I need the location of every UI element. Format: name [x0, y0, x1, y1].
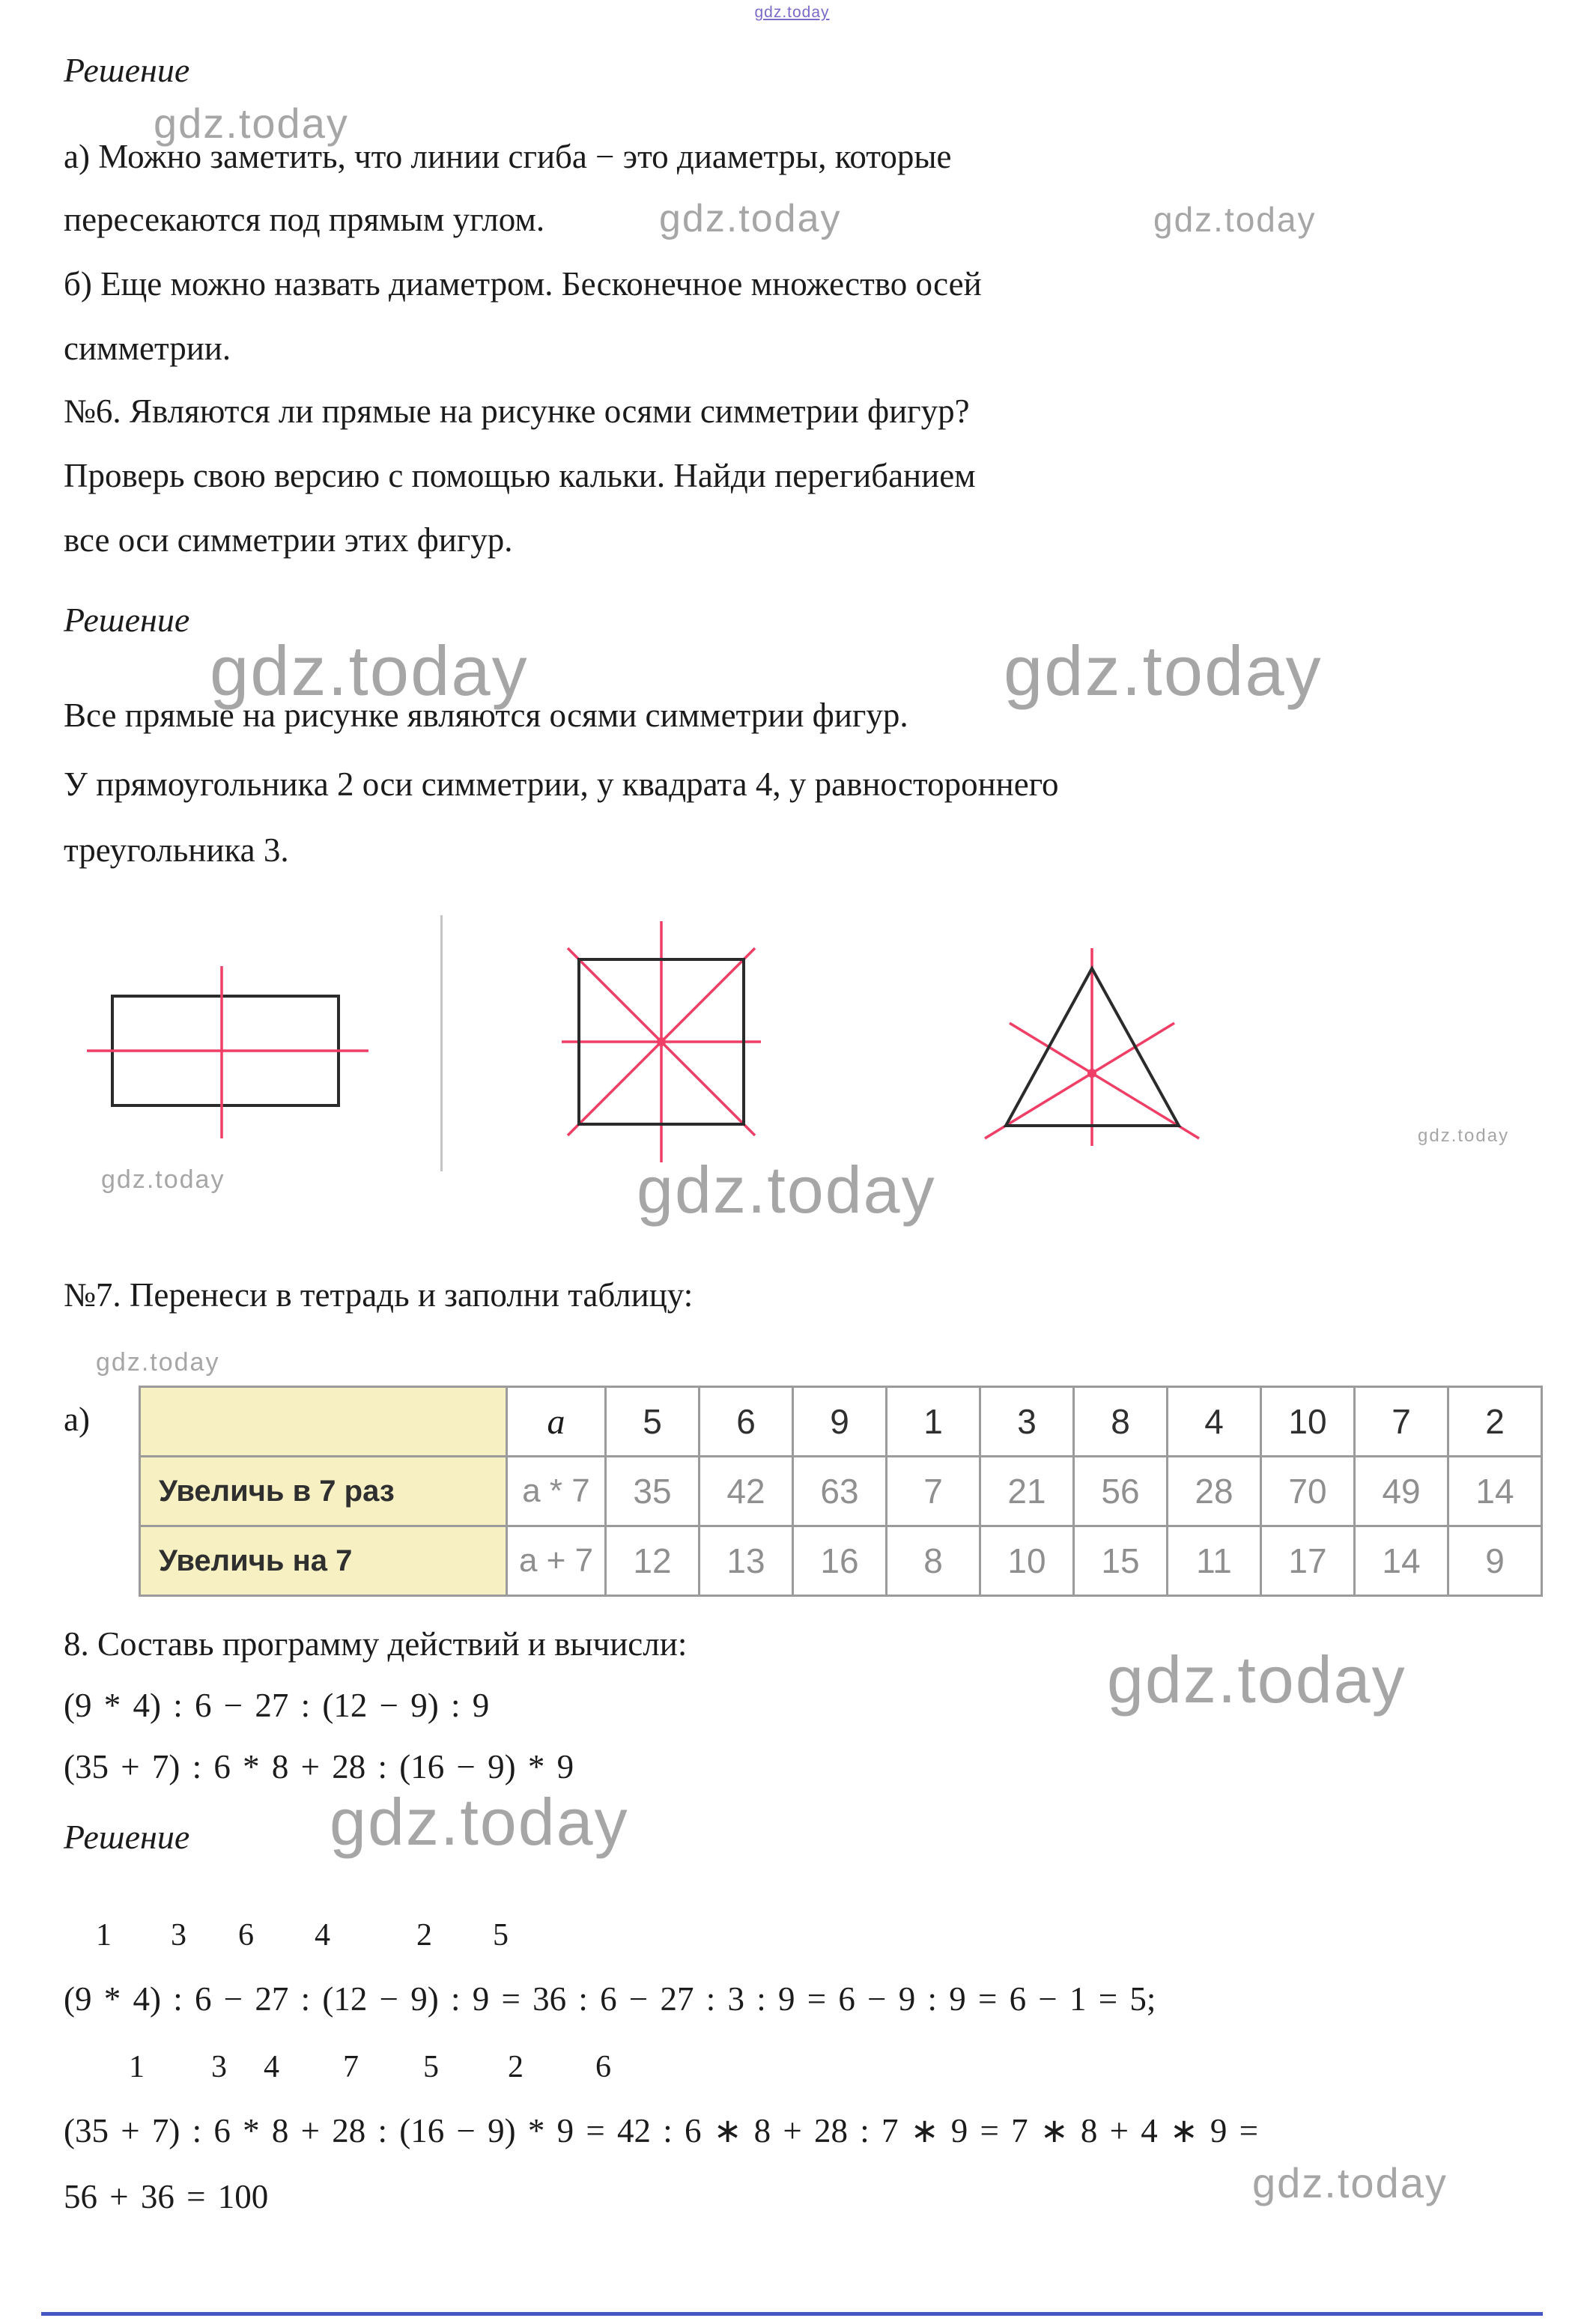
table-cell: 6: [700, 1387, 793, 1457]
task6-line1: №6. Являются ли прямые на рисунке осями симметрии фигур?: [64, 392, 970, 430]
table-row-label: Увеличь на 7: [140, 1526, 507, 1596]
table-cell: 8: [1074, 1387, 1168, 1457]
table-cell: 15: [1074, 1526, 1168, 1596]
task6-sol-line1: Все прямые на рисунке являются осями симметрии фигур.: [64, 697, 908, 734]
solution-heading-6: Решение: [64, 601, 190, 639]
center-dot: [1087, 1069, 1096, 1078]
op-order-number: 4: [264, 2050, 279, 2084]
slanted-axis-line-1: [985, 1023, 1174, 1138]
table-cell: 9: [793, 1387, 887, 1457]
watermark-6: gdz.today: [101, 1165, 225, 1194]
table-cell: 28: [1168, 1457, 1261, 1526]
task8-calc2: (35 + 7) : 6 * 8 + 28 : (16 − 9) * 9 = 42 : 6 ∗ 8 + 28 : 7 ∗ 9 = 7 ∗ 8 + 4 ∗ 9 =: [64, 2112, 1259, 2149]
table-cell-variable: а: [507, 1387, 606, 1457]
task8-calc1: (9 * 4) : 6 − 27 : (12 − 9) : 9 = 36 : 6 − 27 : 3 : 9 = 6 − 9 : 9 = 6 − 1 = 5;: [64, 1980, 1156, 2018]
watermark-4: gdz.today: [210, 631, 529, 710]
slanted-axis-line-2: [1010, 1023, 1199, 1138]
table-cell: 49: [1355, 1457, 1448, 1526]
op-order-number: 2: [416, 1918, 432, 1953]
table-row-multiply: [140, 1457, 1542, 1526]
task8-calc3: 56 + 36 = 100: [64, 2178, 269, 2215]
top-watermark-link[interactable]: gdz.today: [754, 4, 830, 21]
figure-separator-line: [440, 915, 443, 1171]
table-cell: 5: [606, 1387, 700, 1457]
task8-line1: 8. Составь программу действий и вычисли:: [64, 1625, 688, 1663]
op-order-number: 7: [343, 2050, 359, 2084]
solution5-line-a2: пересекаются под прямым углом.: [64, 201, 545, 238]
table-cell-corner: [140, 1387, 507, 1457]
table-cell: 21: [980, 1457, 1074, 1526]
task6-sol-line2: У прямоугольника 2 оси симметрии, у квадрата 4, у равностороннего: [64, 765, 1059, 803]
triangle-figure: [972, 927, 1224, 1152]
table-cell: 3: [980, 1387, 1074, 1457]
op-order-number: 6: [595, 2050, 611, 2084]
op-order-number: 3: [211, 2050, 227, 2084]
table-cell: 14: [1355, 1526, 1448, 1596]
table-cell: 2: [1448, 1387, 1542, 1457]
solution5-line-b2: симметрии.: [64, 330, 231, 367]
table-cell: 4: [1168, 1387, 1261, 1457]
watermark-10: gdz.today: [1107, 1642, 1407, 1717]
table-cell: 10: [980, 1526, 1074, 1596]
rectangle-figure: [66, 950, 388, 1152]
watermark-1: gdz.today: [154, 100, 349, 147]
table-cell: 14: [1448, 1457, 1542, 1526]
task7-table: [139, 1386, 1543, 1597]
table-cell: 7: [887, 1457, 980, 1526]
watermark-7: gdz.today: [637, 1153, 936, 1227]
op-order-number: 2: [508, 2050, 524, 2084]
bottom-divider-line: [41, 2312, 1543, 2316]
task8-expr2: (35 + 7) : 6 * 8 + 28 : (16 − 9) * 9: [64, 1748, 574, 1786]
table-cell: 11: [1168, 1526, 1261, 1596]
table-cell: 56: [1074, 1457, 1168, 1526]
table-row-label: Увеличь в 7 раз: [140, 1457, 507, 1526]
watermark-2: gdz.today: [659, 197, 842, 240]
table-cell: 8: [887, 1526, 980, 1596]
solution5-line-a1: а) Можно заметить, что линии сгиба − это диаметры, которые: [64, 138, 952, 175]
table-cell: 13: [700, 1526, 793, 1596]
table-row-formula: а * 7: [507, 1457, 606, 1526]
square-figure: [545, 918, 777, 1165]
table-cell: 1: [887, 1387, 980, 1457]
task7-table-label: а): [64, 1401, 90, 1438]
table-row-formula: а + 7: [507, 1526, 606, 1596]
table-header-row: [140, 1387, 1542, 1457]
watermark-3: gdz.today: [1153, 200, 1317, 239]
watermark-12: gdz.today: [1252, 2159, 1448, 2206]
op-order-number: 1: [96, 1918, 112, 1953]
table-cell: 10: [1261, 1387, 1355, 1457]
task6-sol-line3: треугольника 3.: [64, 831, 289, 869]
op-order-number: 1: [129, 2050, 145, 2084]
task6-line2: Проверь свою версию с помощью кальки. Найди перегибанием: [64, 457, 976, 494]
table-cell: 70: [1261, 1457, 1355, 1526]
table-cell: 7: [1355, 1387, 1448, 1457]
watermark-9: gdz.today: [96, 1348, 220, 1377]
solution5-line-b1: б) Еще можно назвать диаметром. Бесконечное множество осей: [64, 265, 982, 303]
table-cell: 16: [793, 1526, 887, 1596]
table-cell: 12: [606, 1526, 700, 1596]
table-row-add: [140, 1526, 1542, 1596]
table-cell: 17: [1261, 1526, 1355, 1596]
watermark-11: gdz.today: [330, 1785, 629, 1859]
table-cell: 63: [793, 1457, 887, 1526]
watermark-5: gdz.today: [1004, 631, 1323, 710]
op-order-number: 3: [171, 1918, 186, 1953]
solution-heading-8: Решение: [64, 1818, 190, 1856]
task8-expr1: (9 * 4) : 6 − 27 : (12 − 9) : 9: [64, 1687, 490, 1724]
watermark-8: gdz.today: [1418, 1126, 1510, 1146]
op-order-number: 6: [238, 1918, 254, 1953]
op-order-number: 4: [315, 1918, 330, 1953]
table-cell: 35: [606, 1457, 700, 1526]
op-order-number: 5: [423, 2050, 439, 2084]
task7-line1: №7. Перенеси в тетрадь и заполни таблицу:: [64, 1276, 694, 1314]
table-cell: 42: [700, 1457, 793, 1526]
task6-line3: все оси симметрии этих фигур.: [64, 521, 513, 559]
op-order-number: 5: [493, 1918, 509, 1953]
solution-heading-5: Решение: [64, 51, 190, 89]
center-dot: [657, 1037, 666, 1046]
table-cell: 9: [1448, 1526, 1542, 1596]
